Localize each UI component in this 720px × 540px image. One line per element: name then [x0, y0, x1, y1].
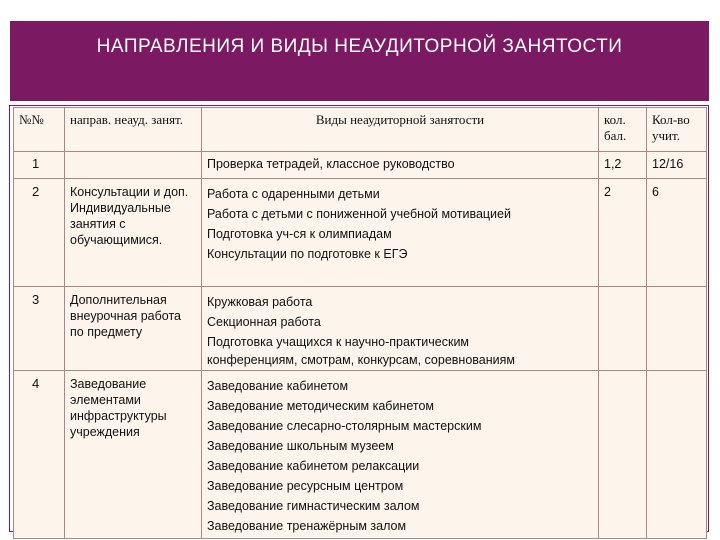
- row-kinds: [202, 179, 599, 287]
- kind-item: Заведование кабинетом: [207, 379, 349, 393]
- slide-header: [10, 21, 709, 101]
- kind-item: Секционная работа: [207, 315, 321, 329]
- kind-item: Работа с одаренными детьми: [207, 187, 380, 201]
- row-teachers: 12/16: [647, 152, 707, 179]
- kind-item: Заведование гимнастическим залом: [207, 499, 420, 513]
- kind-item: Заведование методическим кабинетом: [207, 399, 434, 413]
- row-direction: [65, 152, 202, 179]
- row-teachers: 6: [647, 179, 707, 287]
- slide-title: НАПРАВЛЕНИЯ И ВИДЫ НЕАУДИТОРНОЙ ЗАНЯТОСТИ: [96, 36, 623, 57]
- table-row: [14, 152, 707, 179]
- row-kinds: [202, 287, 599, 371]
- activities-table: [13, 107, 707, 539]
- header-points: кол. бал.: [599, 108, 647, 152]
- row-kinds: [202, 371, 599, 539]
- header-teachers: Кол-во учит.: [647, 108, 707, 152]
- kind-item: Консультации по подготовке к ЕГЭ: [207, 247, 408, 261]
- table-row: [14, 287, 707, 371]
- row-points: 1,2: [599, 152, 647, 179]
- kind-item: Заведование тренажёрным залом: [207, 519, 407, 533]
- row-teachers: [647, 287, 707, 371]
- kind-item: Подготовка учащихся к научно-практическим: [207, 335, 470, 349]
- row-number: 1: [14, 152, 65, 179]
- row-teachers: [647, 371, 707, 539]
- kind-item: Подготовка уч-ся к олимпиадам: [207, 227, 392, 241]
- kind-item: Заведование школьным музеем: [207, 439, 394, 453]
- kind-item: Проверка тетрадей, классное руководство: [207, 157, 455, 171]
- table-header-row: [14, 108, 707, 152]
- header-kinds: Виды неаудиторной занятости: [202, 108, 599, 152]
- row-direction: Дополнительная внеурочная работа по предмету: [65, 287, 202, 371]
- row-points: [599, 287, 647, 371]
- row-number: 4: [14, 371, 65, 539]
- kind-item: Заведование ресурсным центром: [207, 479, 404, 493]
- kind-item: конференциям, смотрам, конкурсам, соревнованиям: [207, 353, 515, 367]
- row-points: 2: [599, 179, 647, 287]
- kind-item: Заведование слесарно-столярным мастерским: [207, 419, 482, 433]
- row-points: [599, 371, 647, 539]
- kind-item: Заведование кабинетом релаксации: [207, 459, 420, 473]
- row-kinds: [202, 152, 599, 179]
- row-number: 2: [14, 179, 65, 287]
- header-number: №№: [14, 108, 65, 152]
- table-row: [14, 179, 707, 287]
- row-direction: Заведование элементами инфраструктуры учреждения: [65, 371, 202, 539]
- header-direction: направ. неауд. занят.: [65, 108, 202, 152]
- table-row: [14, 371, 707, 539]
- kind-item: Кружковая работа: [207, 295, 313, 309]
- row-number: 3: [14, 287, 65, 371]
- row-direction: Консультации и доп. Индивидуальные занятия с обучающимися.: [65, 179, 202, 287]
- kind-item: Работа с детьми с пониженной учебной мотивацией: [207, 207, 511, 221]
